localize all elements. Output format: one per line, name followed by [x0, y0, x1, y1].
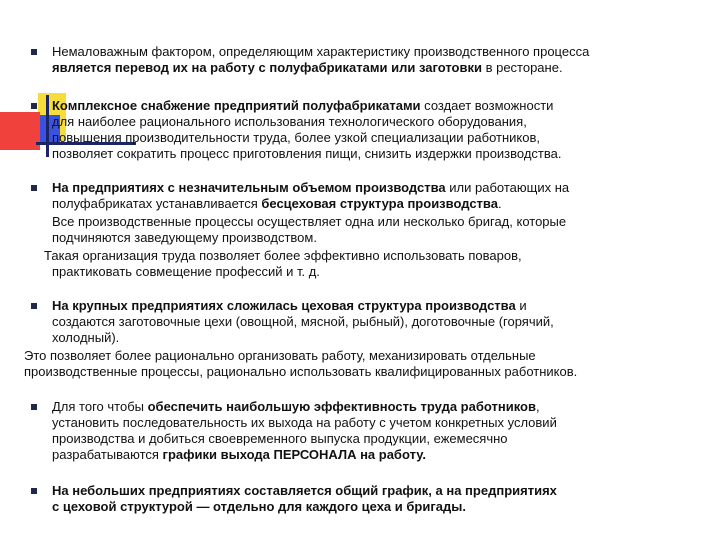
paragraph-line [24, 364, 577, 380]
text-run: и [515, 298, 527, 313]
paragraph-line [52, 196, 502, 212]
paragraph-line [52, 230, 317, 246]
paragraph-line [52, 98, 553, 114]
text-run: производственные процессы, рационально использовать квалифицированных работников. [24, 364, 578, 379]
bold-text-run: бесцеховая структура производства [261, 196, 498, 211]
bold-text-run: обеспечить наибольшую эффективность труда работников [147, 399, 536, 414]
paragraph-line [52, 214, 566, 230]
bullet-icon [31, 185, 37, 191]
text-run: Такая организация труда позволяет более эффективно использовать поваров, [44, 248, 522, 263]
text-run: полуфабрикатах устанавливается [52, 196, 262, 211]
bold-text-run: На предприятиях с незначительным объемом производства [52, 180, 446, 195]
bullet-icon [31, 404, 37, 410]
paragraph-line [44, 248, 522, 264]
text-run: создает возможности [420, 98, 554, 113]
paragraph-line [52, 314, 554, 330]
paragraph-line [52, 447, 426, 463]
text-run: или работающих на [445, 180, 570, 195]
bold-text-run: На небольших предприятиях составляется общий график, а на предприятиях [52, 483, 557, 498]
text-run: в ресторане. [481, 60, 563, 75]
paragraph-line [52, 114, 527, 130]
text-run: Для того чтобы [52, 399, 148, 414]
paragraph-line [52, 483, 557, 499]
text-run: . [497, 196, 502, 211]
text-run: создаются заготовочные цехи (овощной, мясной, рыбный), доготовочные (горячий, [52, 314, 554, 329]
deco-navy-vertical-line [46, 95, 49, 157]
bullet-icon [31, 49, 37, 55]
paragraph-line [52, 60, 563, 76]
paragraph-line [52, 146, 562, 162]
text-run: подчиняются заведующему производством. [52, 230, 317, 245]
bullet-icon [31, 303, 37, 309]
paragraph-line [52, 330, 119, 346]
text-run: Немаловажным фактором, определяющим характеристику производственного процесса [52, 44, 590, 59]
bold-text-run: Комплексное снабжение предприятий полуфабрикатами [52, 98, 421, 113]
paragraph-line [52, 298, 527, 314]
bold-text-run: является перевод их на работу с полуфабрикатами или заготовки [52, 60, 482, 75]
paragraph-line [52, 130, 540, 146]
text-run: позволяет сократить процесс приготовления пищи, снизить издержки производства. [52, 146, 562, 161]
bullet-icon [31, 488, 37, 494]
bullet-icon [31, 103, 37, 109]
paragraph-line [52, 44, 589, 60]
text-run: , [535, 399, 540, 414]
paragraph-line [52, 264, 320, 280]
text-run: повышения производительности труда, более узкой специализации работников, [52, 130, 540, 145]
bold-text-run: графики выхода ПЕРСОНАЛА на работу. [162, 447, 426, 462]
text-run: для наиболее рационального использования технологического оборудования, [52, 114, 527, 129]
text-run: установить последовательность их выхода на работу с учетом конкретных условий [52, 415, 557, 430]
bold-text-run: с цеховой структурой — отдельно для каждого цеха и бригады. [52, 499, 466, 514]
text-run: холодный). [52, 330, 120, 345]
deco-red-square [0, 112, 40, 150]
text-run: производства и добиться своевременного выпуска продукции, ежемесячно [52, 431, 508, 446]
text-run: Все производственные процессы осуществляет одна или несколько бригад, которые [52, 214, 567, 229]
text-run: Это позволяет более рационально организовать работу, механизировать отдельные [24, 348, 536, 363]
paragraph-line [52, 431, 508, 447]
text-run: разрабатываются [52, 447, 163, 462]
paragraph-line [52, 415, 557, 431]
paragraph-line [52, 399, 540, 415]
paragraph-line [52, 180, 569, 196]
paragraph-line [52, 499, 466, 515]
paragraph-line [24, 348, 536, 364]
bold-text-run: На крупных предприятиях сложилась цеховая структура производства [52, 298, 516, 313]
text-run: практиковать совмещение профессий и т. д. [52, 264, 320, 279]
